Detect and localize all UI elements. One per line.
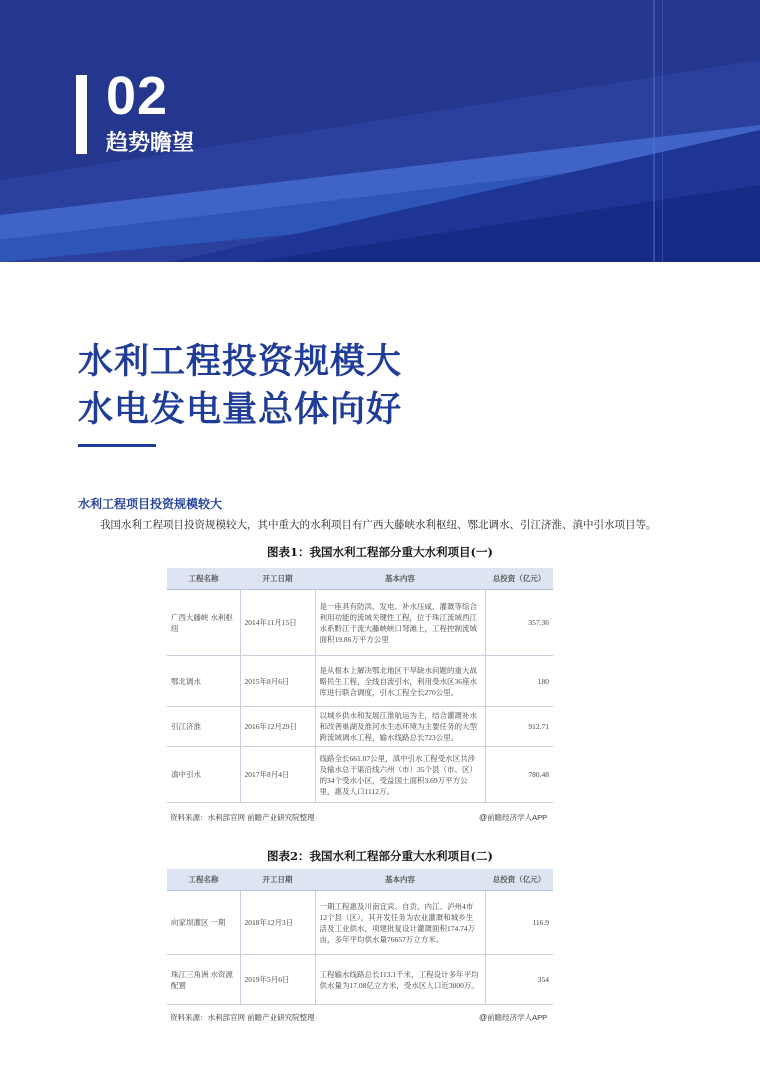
cell-investment: 780.48 bbox=[485, 747, 553, 803]
cell-start-date: 2016年12月29日 bbox=[240, 707, 315, 747]
table-2 bbox=[167, 869, 553, 1005]
table-header-row bbox=[167, 869, 553, 891]
header-content: 基本内容 bbox=[315, 568, 485, 590]
cell-investment: 116.9 bbox=[485, 891, 553, 955]
table-2-watermark bbox=[479, 1012, 547, 1023]
cell-content: 工程输水线路总长113.1千米，工程设计多年平均供水量为17.08亿立方米，受水区人口近3000万。 bbox=[315, 955, 485, 1005]
cell-investment: 357.36 bbox=[485, 590, 553, 656]
watermark-text: 前瞻经济学人APP bbox=[487, 1013, 548, 1022]
cell-start-date: 2019年5月6日 bbox=[240, 955, 315, 1005]
header-start-date: 开工日期 bbox=[240, 568, 315, 590]
cell-project-name: 滇中引水 bbox=[167, 747, 240, 803]
table-1-caption: 图表1：我国水利工程部分重大水利项目(一) bbox=[267, 545, 493, 559]
table-2-source: 资料来源：水利部官网 前瞻产业研究院整理 bbox=[170, 1013, 315, 1022]
table-row bbox=[167, 590, 553, 656]
cell-start-date: 2014年11月15日 bbox=[240, 590, 315, 656]
table-row bbox=[167, 955, 553, 1005]
page-headline bbox=[78, 338, 402, 434]
table-1-watermark bbox=[479, 812, 547, 823]
cell-project-name: 鄂北调水 bbox=[167, 656, 240, 707]
header-content: 基本内容 bbox=[315, 869, 485, 891]
cell-content: 线路全长661.07公里，滇中引水工程受水区共涉及输水总干渠沿线六州（市）35个县（市、区）的34个受水小区，受益国土面积3.69万平方公里，惠及人口1112万。 bbox=[315, 747, 485, 803]
cell-start-date: 2017年8月4日 bbox=[240, 747, 315, 803]
header-investment: 总投资（亿元） bbox=[485, 568, 553, 590]
cell-project-name: 珠江三角洲 水资源配置 bbox=[167, 955, 240, 1005]
cell-investment: 354 bbox=[485, 955, 553, 1005]
cell-content: 以城乡供水和发展江淮航运为主，结合灌溉补水和改善巢湖及淮河水生态环境为主要任务的大型跨流域调水工程，输水线路总长723公里。 bbox=[315, 707, 485, 747]
table-1-source: 资料来源：水利部官网 前瞻产业研究院整理 bbox=[170, 813, 315, 822]
cell-project-name: 引江济淮 bbox=[167, 707, 240, 747]
copyright-icon: @ bbox=[479, 1013, 488, 1022]
cell-content: 是一座具有防洪、发电、补水压咸、灌溉等综合利用功能的流域关键性工程，位于珠江流域西江水系黔江干流大藤峡峡口弩滩上，工程控制流域面积19.86万平方公里 bbox=[315, 590, 485, 656]
body-paragraph: 我国水利工程项目投资规模较大，其中重大的水利项目有广西大藤峡水利枢纽、鄂北调水、引江济淮、滇中引水项目等。 bbox=[100, 519, 657, 531]
headline-divider bbox=[78, 444, 156, 447]
section-bar bbox=[76, 75, 87, 154]
table-row bbox=[167, 707, 553, 747]
table-row bbox=[167, 891, 553, 955]
table-row bbox=[167, 747, 553, 803]
copyright-icon: @ bbox=[479, 813, 488, 822]
table-2-caption: 图表2：我国水利工程部分重大水利项目(二) bbox=[267, 849, 493, 863]
watermark-text: 前瞻经济学人APP bbox=[487, 813, 548, 822]
headline-line-2: 水电发电量总体向好 bbox=[78, 390, 403, 429]
section-title: 趋势瞻望 bbox=[106, 130, 195, 155]
cell-project-name: 向家坝灌区 一期 bbox=[167, 891, 240, 955]
table-row bbox=[167, 656, 553, 707]
cell-investment: 180 bbox=[485, 656, 553, 707]
table-header-row bbox=[167, 568, 553, 590]
header-project-name: 工程名称 bbox=[167, 869, 240, 891]
header-start-date: 开工日期 bbox=[240, 869, 315, 891]
cell-project-name: 广西大藤峡 水利枢纽 bbox=[167, 590, 240, 656]
table-1 bbox=[167, 568, 553, 803]
cell-investment: 912.71 bbox=[485, 707, 553, 747]
section-number: 02 bbox=[106, 66, 169, 126]
cell-start-date: 2018年12月3日 bbox=[240, 891, 315, 955]
header-investment: 总投资（亿元） bbox=[485, 869, 553, 891]
headline-line-1: 水利工程投资规模大 bbox=[78, 342, 403, 381]
subheading: 水利工程项目投资规模较大 bbox=[78, 497, 223, 511]
header-project-name: 工程名称 bbox=[167, 568, 240, 590]
cell-content: 一期工程惠及川南宜宾、自贡、内江、泸州4市12个县（区），其开发任务为农业灌溉和城乡生活及工业供水，项建批复设计灌溉面积174.74万亩，多年平均供水量76657万立方米。 bbox=[315, 891, 485, 955]
cell-content: 是从根本上解决鄂北地区干旱缺水问题的重大战略民生工程，全线自流引水，利用受水区36座水库进行联合调度，引水工程全长270公里。 bbox=[315, 656, 485, 707]
header-banner bbox=[0, 0, 760, 262]
cell-start-date: 2015年8月6日 bbox=[240, 656, 315, 707]
